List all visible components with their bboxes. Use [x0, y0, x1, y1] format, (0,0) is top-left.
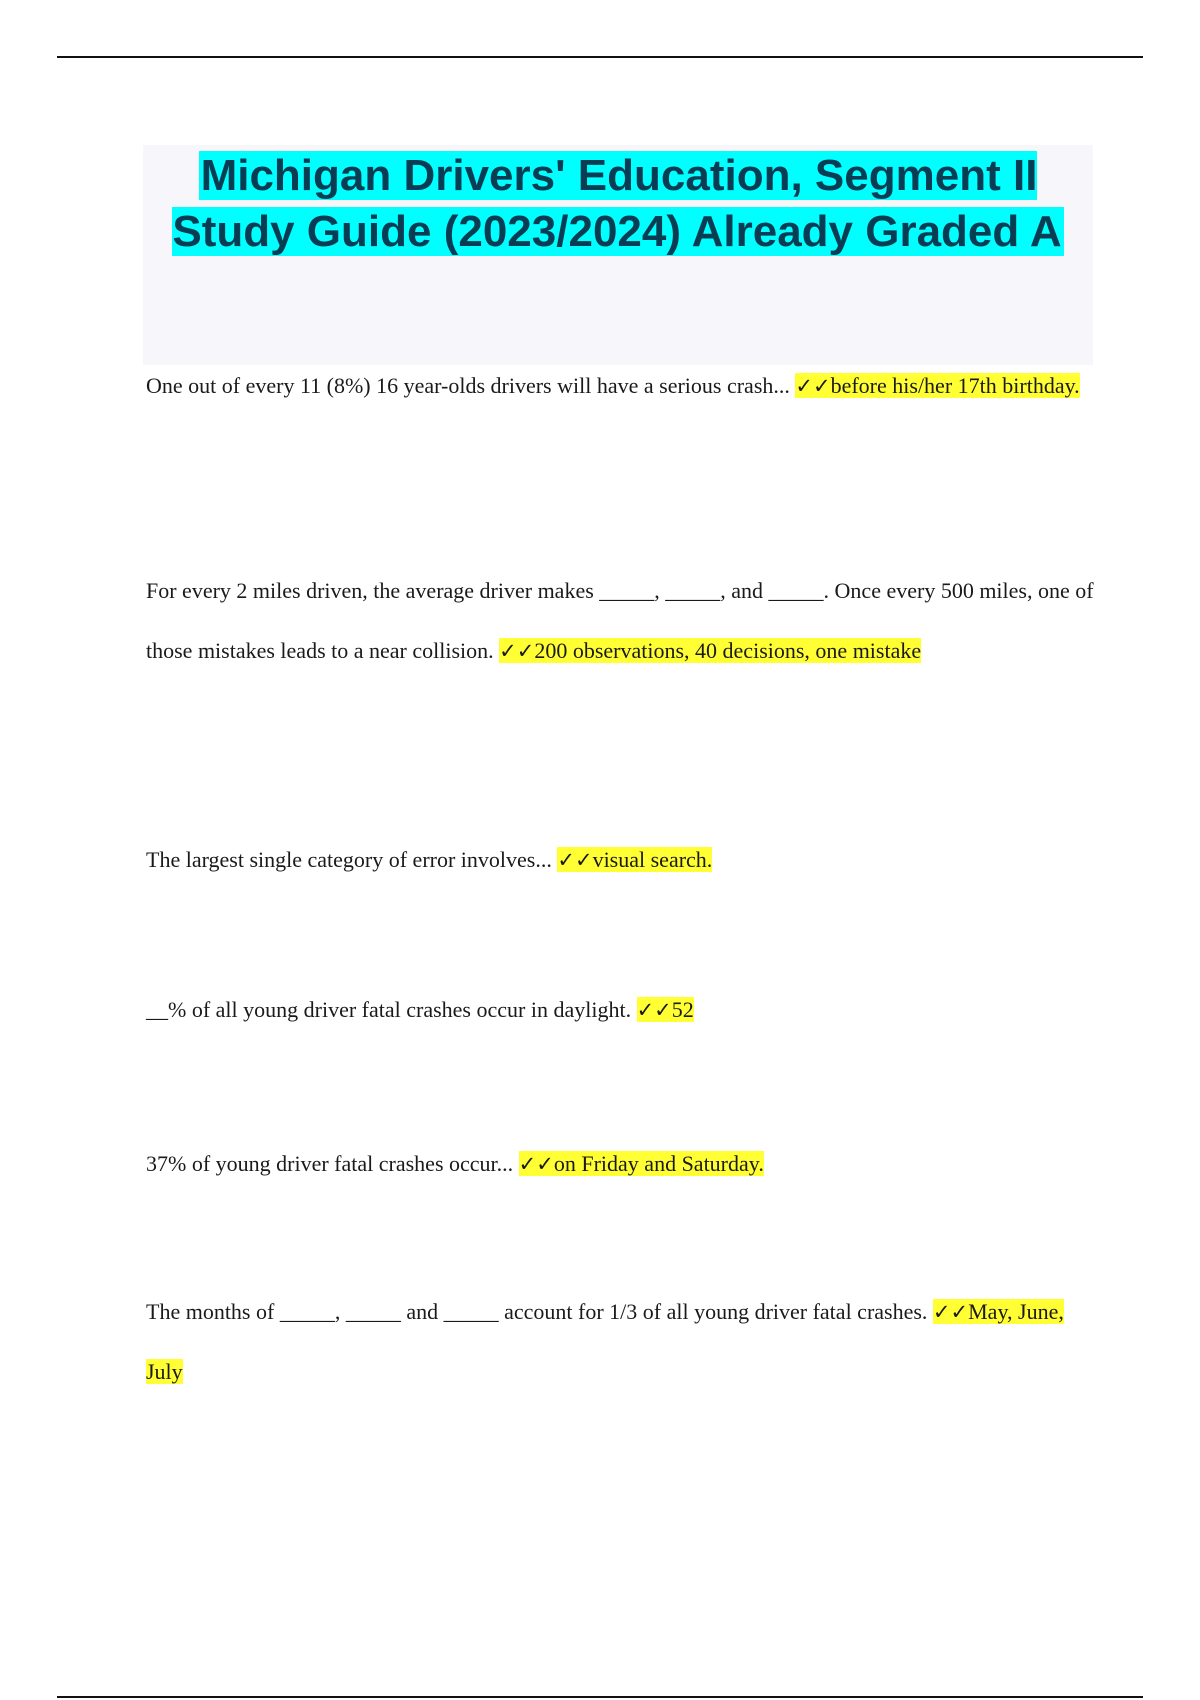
check-mark-icon: ✓✓ [518, 1152, 554, 1176]
check-mark-icon: ✓✓ [557, 848, 593, 872]
qa-item [146, 830, 1096, 890]
answer-text: 52 [671, 997, 694, 1022]
qa-item [146, 561, 1096, 681]
title-block [143, 145, 1093, 365]
qa-item [146, 980, 1096, 1040]
check-mark-icon: ✓✓ [636, 998, 672, 1022]
question-text: __% of all young driver fatal crashes occur in daylight. [146, 997, 637, 1022]
check-mark-icon: ✓✓ [932, 1300, 969, 1324]
answer-highlight [795, 373, 1079, 398]
document-title [143, 145, 1093, 260]
answer-highlight [637, 997, 694, 1022]
answer-text: May, June, July [146, 1299, 1064, 1384]
answer-text: before his/her 17th birthday. [830, 373, 1080, 398]
document-title-text: Michigan Drivers' Education, Segment II Study Guide (2023/2024) Already Graded A [172, 151, 1062, 256]
answer-text: on Friday and Saturday. [553, 1151, 764, 1176]
check-mark-icon: ✓✓ [795, 374, 831, 398]
answer-highlight [557, 847, 712, 872]
question-text: 37% of young driver fatal crashes occur... [146, 1151, 519, 1176]
question-text: One out of every 11 (8%) 16 year-olds drivers will have a serious crash... [146, 373, 796, 398]
answer-highlight [519, 1151, 764, 1176]
qa-item [146, 356, 1096, 416]
bottom-rule [57, 1696, 1143, 1698]
check-mark-icon: ✓✓ [499, 639, 535, 663]
answer-text: visual search. [592, 847, 713, 872]
qa-item [146, 1282, 1096, 1402]
answer-highlight [499, 638, 921, 663]
question-text: The largest single category of error involves... [146, 847, 558, 872]
answer-text: 200 observations, 40 decisions, one mistake [534, 638, 922, 663]
question-text: For every 2 miles driven, the average driver makes _____, _____, and _____. Once every 500 miles, one of those mistakes leads to a near collision. [146, 578, 1094, 663]
top-rule [57, 56, 1143, 58]
question-text: The months of _____, _____ and _____ account for 1/3 of all young driver fatal crashes. [146, 1299, 933, 1324]
qa-item [146, 1134, 1096, 1194]
